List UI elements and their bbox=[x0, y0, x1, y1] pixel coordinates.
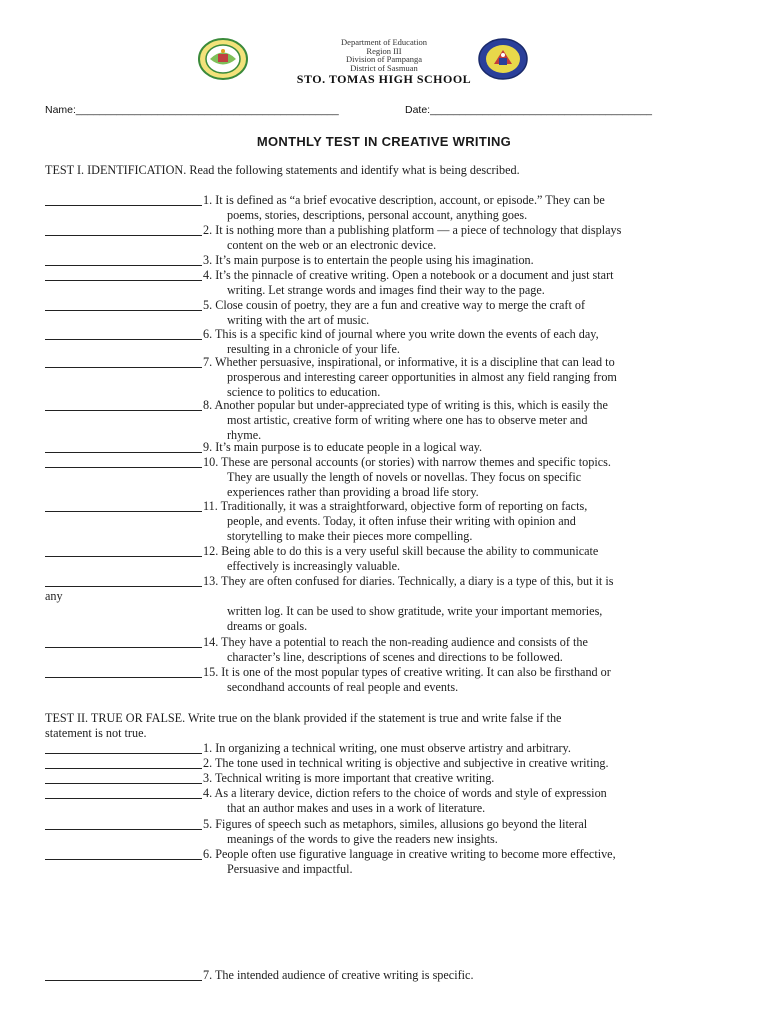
test2-instructions-line2: statement is not true. bbox=[45, 726, 147, 740]
division-name: Division of Pampanga bbox=[345, 54, 423, 64]
item-text-continued: effectively is increasingly valuable. bbox=[227, 559, 401, 573]
answer-blank[interactable] bbox=[45, 410, 202, 411]
item-text: 6. People often use figurative language in creative writing to become more effective, bbox=[203, 847, 616, 861]
letterhead bbox=[0, 38, 768, 86]
item-text: 6. This is a specific kind of journal where you write down the events of each day, bbox=[203, 327, 599, 341]
item-text-continued: written log. It can be used to show gratitude, write your important memories, bbox=[227, 604, 603, 618]
page-title: MONTHLY TEST IN CREATIVE WRITING bbox=[256, 134, 512, 149]
item-text: 5. Figures of speech such as metaphors, similes, allusions go beyond the literal bbox=[203, 817, 588, 831]
answer-blank[interactable] bbox=[45, 980, 202, 981]
answer-blank[interactable] bbox=[45, 677, 202, 678]
item-text-continued: meanings of the words to give the readers new insights. bbox=[227, 832, 498, 846]
item-text: 15. It is one of the most popular types of creative writing. It can also be firsthand or bbox=[203, 665, 611, 679]
test1-instructions: TEST I. IDENTIFICATION. Read the following statements and identify what is being described. bbox=[45, 163, 520, 177]
item-text: 11. Traditionally, it was a straightforward, objective form of reporting on facts, bbox=[203, 499, 588, 513]
item-text: 3. It’s main purpose is to entertain the people using his imagination. bbox=[203, 253, 534, 267]
answer-blank[interactable] bbox=[45, 768, 202, 769]
item-text: 8. Another popular but under-appreciated type of writing is this, which is easily the bbox=[203, 398, 608, 412]
item-text: 1. It is defined as “a brief evocative description, account, or episode.” They can be bbox=[203, 193, 605, 207]
answer-blank[interactable] bbox=[45, 859, 202, 860]
item-text-continued: poems, stories, descriptions, personal account, anything goes. bbox=[227, 208, 528, 222]
date-field[interactable]: Date:______________________________________ bbox=[405, 104, 653, 116]
answer-blank[interactable] bbox=[45, 511, 202, 512]
item-text-continued: writing with the art of music. bbox=[227, 313, 370, 327]
item-text: 12. Being able to do this is a very useful skill because the ability to communicate bbox=[203, 544, 599, 558]
item-text-continued: that an author makes and uses in a work of literature. bbox=[227, 801, 486, 815]
item-text-continued: experiences rather than providing a broad life story. bbox=[227, 485, 479, 499]
item-text-continued: content on the web or an electronic device. bbox=[227, 238, 437, 252]
item-text-wrap: any bbox=[45, 589, 63, 603]
item-text-continued: storytelling to make their pieces more compelling. bbox=[227, 529, 473, 543]
answer-blank[interactable] bbox=[45, 556, 202, 557]
answer-blank[interactable] bbox=[45, 467, 202, 468]
item-text: 4. As a literary device, diction refers to the choice of words and style of expression bbox=[203, 786, 607, 800]
item-text: 7. The intended audience of creative writing is specific. bbox=[203, 968, 474, 982]
test2-instructions-line1: TEST II. TRUE OR FALSE. Write true on the blank provided if the statement is true and write false if the bbox=[45, 711, 562, 725]
answer-blank[interactable] bbox=[45, 310, 202, 311]
school-name: STO. TOMAS HIGH SCHOOL bbox=[296, 72, 472, 86]
item-text: 2. It is nothing more than a publishing platform — a piece of technology that displays bbox=[203, 223, 622, 237]
item-text: 10. These are personal accounts (or stories) with narrow themes and specific topics. bbox=[203, 455, 611, 469]
answer-blank[interactable] bbox=[45, 829, 202, 830]
answer-blank[interactable] bbox=[45, 235, 202, 236]
item-text-continued: secondhand accounts of real people and events. bbox=[227, 680, 459, 694]
item-text-continued: prosperous and interesting career opportunities in almost any field ranging from bbox=[227, 370, 617, 384]
answer-blank[interactable] bbox=[45, 452, 202, 453]
dept-name: Department of Education bbox=[341, 37, 427, 47]
item-text: 7. Whether persuasive, inspirational, or informative, it is a discipline that can lead to bbox=[203, 355, 615, 369]
answer-blank[interactable] bbox=[45, 205, 202, 206]
item-text-continued: They are usually the length of novels or novellas. They focus on specific bbox=[227, 470, 582, 484]
item-text: 9. It’s main purpose is to educate people in a logical way. bbox=[203, 440, 483, 454]
item-text-continued: rhyme. bbox=[227, 428, 262, 442]
district-name: District of Sasmuan bbox=[350, 62, 418, 73]
item-text-continued: most artistic, creative form of writing where one has to observe meter and bbox=[227, 413, 588, 427]
item-text-continued: writing. Let strange words and images find their way to the page. bbox=[227, 283, 545, 297]
item-text: 14. They have a potential to reach the non-reading audience and consists of the bbox=[203, 635, 588, 649]
item-text: 1. In organizing a technical writing, one must observe artistry and arbitrary. bbox=[203, 741, 571, 755]
answer-blank[interactable] bbox=[45, 265, 202, 266]
item-text-continued: character’s line, descriptions of scenes and directions to be followed. bbox=[227, 650, 563, 664]
answer-blank[interactable] bbox=[45, 798, 202, 799]
item-text-continued: science to politics to education. bbox=[227, 385, 381, 399]
item-text-continued: Persuasive and impactful. bbox=[227, 862, 353, 876]
answer-blank[interactable] bbox=[45, 647, 202, 648]
item-text-continued: dreams or goals. bbox=[227, 619, 308, 633]
answer-blank[interactable] bbox=[45, 753, 202, 754]
item-text: 3. Technical writing is more important that creative writing. bbox=[203, 771, 495, 785]
answer-blank[interactable] bbox=[45, 367, 202, 368]
item-text: 13. They are often confused for diaries. Technically, a diary is a type of this, but it is bbox=[203, 574, 614, 588]
item-text-continued: people, and events. Today, it often infuse their writing with opinion and bbox=[227, 514, 576, 528]
answer-blank[interactable] bbox=[45, 783, 202, 784]
item-text: 5. Close cousin of poetry, they are a fun and creative way to merge the craft of bbox=[203, 298, 586, 312]
item-text-continued: resulting in a chronicle of your life. bbox=[227, 342, 400, 356]
region-name: Region III bbox=[366, 45, 402, 56]
name-field[interactable]: Name:_____________________________________________ bbox=[45, 104, 339, 116]
answer-blank[interactable] bbox=[45, 339, 202, 340]
answer-blank[interactable] bbox=[45, 280, 202, 281]
item-text: 4. It’s the pinnacle of creative writing. Open a notebook or a document and just start bbox=[203, 268, 614, 282]
item-text: 2. The tone used in technical writing is objective and subjective in creative writing. bbox=[203, 756, 609, 770]
answer-blank[interactable] bbox=[45, 586, 202, 587]
